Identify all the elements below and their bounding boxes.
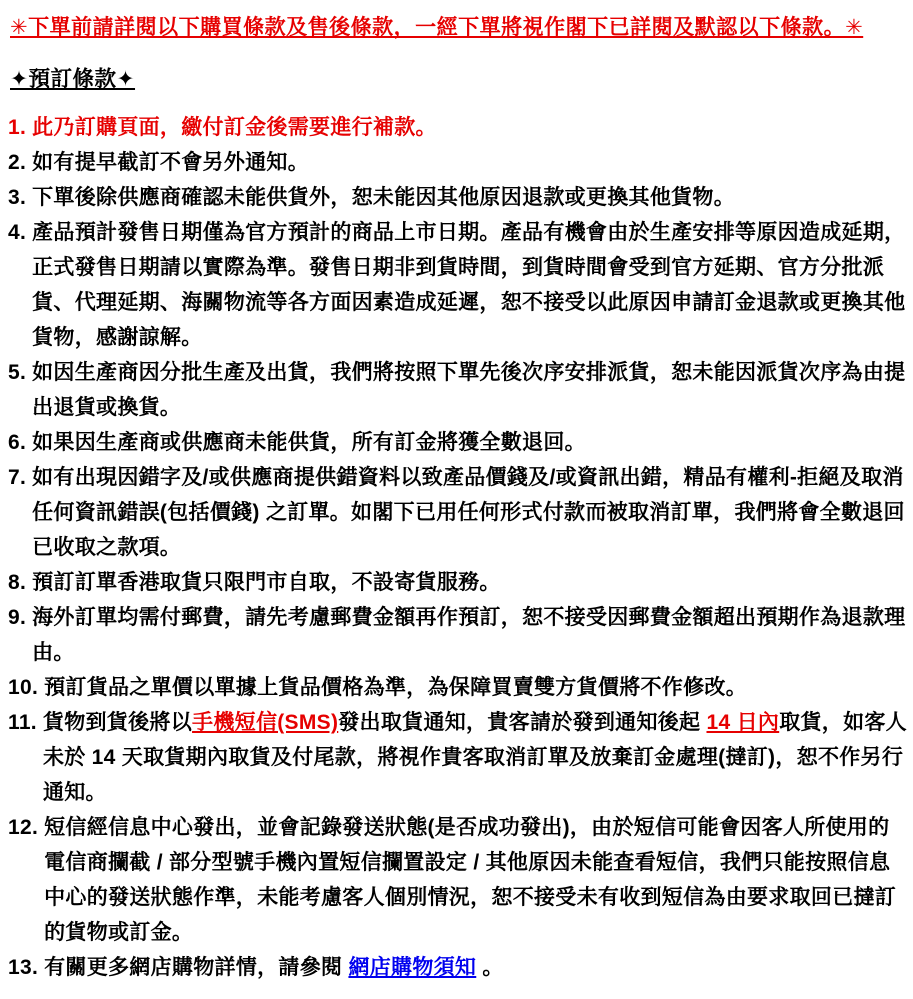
term-text-segment: 此乃訂購頁面，繳付訂金後需要進行補款。 bbox=[32, 116, 437, 139]
term-item bbox=[8, 565, 907, 600]
term-item bbox=[8, 425, 907, 460]
term-text bbox=[43, 705, 907, 810]
pre-order-warning-banner: ✳下單前請詳閱以下購買條款及售後條款，一經下單將視作閣下已詳閱及默認以下條款。✳ bbox=[10, 16, 864, 39]
term-text-segment: 如有出現因錯字及/或供應商提供錯資料以致產品價錢及/或資訊出錯，精品有權利-拒絕及取消任何資訊錯誤(包括價錢) 之訂單。如閣下已用任何形式付款而被取消訂單，我們將會全數退回已收取之款項。 bbox=[32, 466, 905, 559]
store-shopping-notice-link[interactable]: 網店購物須知 bbox=[348, 956, 477, 979]
sms-highlight: 手機短信(SMS) bbox=[192, 711, 339, 734]
term-text-segment: 預訂貨品之單價以單據上貨品價格為準，為保障買賣雙方貨價將不作修改。 bbox=[44, 676, 747, 699]
term-item bbox=[8, 460, 907, 565]
term-item bbox=[8, 180, 907, 215]
term-number: 4. bbox=[8, 221, 27, 244]
term-text bbox=[32, 215, 907, 355]
term-text-segment: 貨物到貨後將以 bbox=[42, 711, 193, 734]
term-item bbox=[8, 670, 907, 705]
term-item bbox=[8, 600, 907, 670]
term-text bbox=[32, 600, 907, 670]
term-item bbox=[8, 110, 907, 145]
term-number: 13. bbox=[8, 956, 39, 979]
term-item bbox=[8, 705, 907, 810]
term-text-segment: 產品預計發售日期僅為官方預計的商品上市日期。產品有機會由於生產安排等原因造成延期，正式發售日期請以實際為準。發售日期非到貨時間，到貨時間會受到官方延期、官方分批派貨、代理延期、海關物流等各方面因素造成延遲，恕不接受以此原因申請訂金退款或更換其他貨物，感謝諒解。 bbox=[32, 221, 906, 349]
term-text bbox=[44, 670, 907, 705]
term-number: 1. bbox=[8, 116, 27, 139]
term-text-segment: 取貨，如客人未於 14 天取貨期內取貨及付尾款，將視作貴客取消訂單及放棄訂金處理(撻訂)，恕不作另行通知。 bbox=[42, 711, 907, 804]
term-item bbox=[8, 355, 907, 425]
term-text-segment: 海外訂單均需付郵費，請先考慮郵費金額再作預訂，恕不接受因郵費金額超出預期作為退款理由。 bbox=[32, 606, 906, 664]
term-text bbox=[32, 425, 907, 460]
term-text-segment: 預訂訂單香港取貨只限門市自取，不設寄貨服務。 bbox=[32, 571, 501, 594]
term-text-segment: 發出取貨通知，貴客請於發到通知後起 bbox=[338, 711, 707, 734]
term-text bbox=[32, 460, 907, 565]
term-number: 9. bbox=[8, 606, 27, 629]
term-number: 8. bbox=[8, 571, 27, 594]
term-text-segment: 如因生產商因分批生產及出貨，我們將按照下單先後次序安排派貨，恕未能因派貨次序為由提出退貨或換貨。 bbox=[32, 361, 906, 419]
term-number: 5. bbox=[8, 361, 27, 384]
term-item bbox=[8, 810, 907, 950]
term-text bbox=[32, 355, 907, 425]
term-text bbox=[32, 110, 907, 145]
term-text-segment: 短信經信息中心發出，並會記錄發送狀態(是否成功發出)，由於短信可能會因客人所使用的電信商攔截 / 部分型號手機內置短信攔置設定 / 其他原因未能查看短信，我們只能按照信息中心的發送狀態作準，未能考慮客人個別情況，恕不接受未有收到短信為由要求取回已撻訂的貨物或訂金。 bbox=[44, 816, 897, 944]
pickup-deadline-highlight: 14 日內 bbox=[706, 711, 780, 734]
term-text-segment: 。 bbox=[476, 956, 504, 979]
term-number: 7. bbox=[8, 466, 27, 489]
term-text bbox=[44, 950, 907, 985]
term-text-segment: 如果因生產商或供應商未能供貨，所有訂金將獲全數退回。 bbox=[32, 431, 586, 454]
term-text bbox=[32, 565, 907, 600]
term-text bbox=[32, 180, 907, 215]
term-text-segment: 下單後除供應商確認未能供貨外，恕未能因其他原因退款或更換其他貨物。 bbox=[32, 186, 736, 209]
term-text-segment: 如有提早截訂不會另外通知。 bbox=[32, 151, 310, 174]
preorder-terms-heading: ✦預訂條款✦ bbox=[10, 67, 136, 91]
terms-list bbox=[8, 110, 907, 985]
term-number: 12. bbox=[8, 816, 39, 839]
term-text bbox=[32, 145, 907, 180]
term-number: 11. bbox=[8, 711, 37, 734]
term-number: 3. bbox=[8, 186, 27, 209]
term-number: 6. bbox=[8, 431, 27, 454]
term-number: 10. bbox=[8, 676, 39, 699]
term-text bbox=[44, 810, 907, 950]
term-text-segment: 有關更多網店購物詳情，請參閱 bbox=[44, 956, 349, 979]
term-item bbox=[8, 145, 907, 180]
term-item bbox=[8, 950, 907, 985]
term-number: 2. bbox=[8, 151, 27, 174]
term-item bbox=[8, 215, 907, 355]
